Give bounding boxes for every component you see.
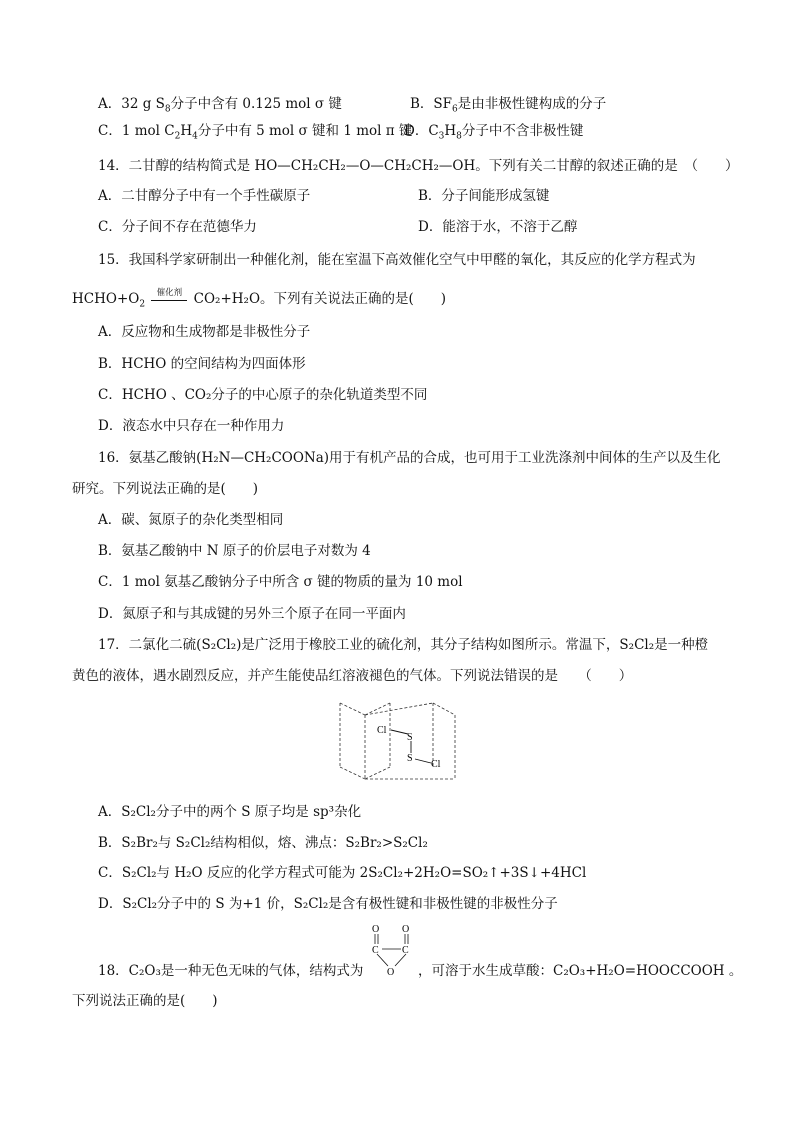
q13-option-b: B．$SF_6$是由非极性键构成的分子 bbox=[410, 96, 607, 115]
fig-o-top-left: O bbox=[372, 924, 380, 935]
q16-option-b: B．氨基乙酸钠中 N 原子的价层电子对数为 4 bbox=[98, 543, 371, 559]
c2o3-structure-figure bbox=[364, 922, 414, 981]
q16-option-a: A．碳、氮原子的杂化类型相同 bbox=[98, 512, 284, 528]
q15-option-a: A．反应物和生成物都是非极性分子 bbox=[98, 324, 311, 340]
q18-stem-part1: 18．C₂O₃是一种无色无味的气体，结构式为 bbox=[98, 963, 364, 979]
fig-o-bottom: O bbox=[387, 967, 395, 977]
q17-option-a: A．S₂Cl₂分子中的两个 S 原子均是 sp³杂化 bbox=[98, 804, 362, 820]
q14-stem: 14．二甘醇的结构简式是 HO—CH₂CH₂—O—CH₂CH₂—OH。下列有关二甘醇的叙述正确的是 （ ） bbox=[98, 158, 739, 174]
q16-stem-line2: 研究。下列说法正确的是( ) bbox=[72, 481, 259, 497]
q14-option-d: D．能溶于水，不溶于乙醇 bbox=[418, 219, 578, 235]
q18-stem-line2: 下列说法正确的是( ) bbox=[72, 993, 218, 1009]
q15-option-b: B．HCHO 的空间结构为四面体形 bbox=[98, 356, 306, 372]
fig-c-right: C bbox=[402, 945, 409, 956]
q17-stem-line2: 黄色的液体，遇水剧烈反应，并产生能使品红溶液褪色的气体。下列说法错误的是 （ ） bbox=[72, 668, 633, 684]
q14-option-a: A．二甘醇分子中有一个手性碳原子 bbox=[98, 188, 311, 204]
fig-s-atom-2: S bbox=[407, 753, 413, 764]
q15-stem: 15．我国科学家研制出一种催化剂，能在室温下高效催化空气中甲醛的氧化，其反应的化学方程式为 bbox=[98, 252, 696, 268]
q15-option-d: D．液态水中只存在一种作用力 bbox=[98, 418, 285, 434]
q17-option-b: B．S₂Br₂与 S₂Cl₂结构相似，熔、沸点：S₂Br₂>S₂Cl₂ bbox=[98, 835, 428, 851]
q13-option-d: D．$C_3H_8$分子中不含非极性键 bbox=[404, 123, 584, 142]
q17-option-c: C．S₂Cl₂与 H₂O 反应的化学方程式可能为 2S₂Cl₂+2H₂O=SO₂↑+3S↓+4HCl bbox=[98, 865, 587, 881]
fig-cl-atom-2: Cl bbox=[431, 759, 441, 770]
q18-stem-part2: ，可溶于水生成草酸：C₂O₃+H₂O=HOOCCOOH 。 bbox=[418, 963, 743, 979]
q16-option-d: D．氮原子和与其成键的另外三个原子在同一平面内 bbox=[98, 606, 406, 622]
catalyst-label: 催化剂 bbox=[156, 288, 183, 298]
fig-cl-atom-1: Cl bbox=[377, 725, 387, 736]
q14-option-b: B．分子间能形成氢键 bbox=[418, 188, 550, 204]
q15-equation: $HCHO+O_2$ 催化剂 CO₂+H₂O。下列有关说法正确的是( ) bbox=[72, 290, 446, 308]
q17-stem-line1: 17．二氯化二硫(S₂Cl₂)是广泛用于橡胶工业的硫化剂，其分子结构如图所示。常温下，S₂Cl₂是一种橙 bbox=[98, 637, 709, 653]
fig-c-left: C bbox=[372, 945, 379, 956]
fig-o-top-right: O bbox=[402, 924, 410, 935]
s2cl2-structure-figure bbox=[335, 697, 465, 791]
q17-option-d: D．S₂Cl₂分子中的 S 为+1 价，S₂Cl₂是含有极性键和非极性键的非极性分子 bbox=[98, 896, 558, 912]
fig-s-atom-1: S bbox=[407, 732, 413, 743]
q13-option-c: C．1 mol $C_2H_4$分子中有 5 mol σ 键和 1 mol π 键 bbox=[98, 123, 413, 142]
q15-option-c: C．HCHO 、CO₂分子的中心原子的杂化轨道类型不同 bbox=[98, 387, 428, 403]
q14-option-c: C．分子间不存在范德华力 bbox=[98, 219, 257, 235]
q13-option-a: A．32 g $S_8$分子中含有 0.125 mol σ 键 bbox=[98, 96, 342, 115]
q16-stem-line1: 16．氨基乙酸钠(H₂N—CH₂COONa)用于有机产品的合成，也可用于工业洗涤剂中间体的生产以及生化 bbox=[98, 450, 721, 466]
q16-option-c: C．1 mol 氨基乙酸钠分子中所含 σ 键的物质的量为 10 mol bbox=[98, 574, 463, 590]
catalyst-arrow bbox=[151, 288, 187, 301]
